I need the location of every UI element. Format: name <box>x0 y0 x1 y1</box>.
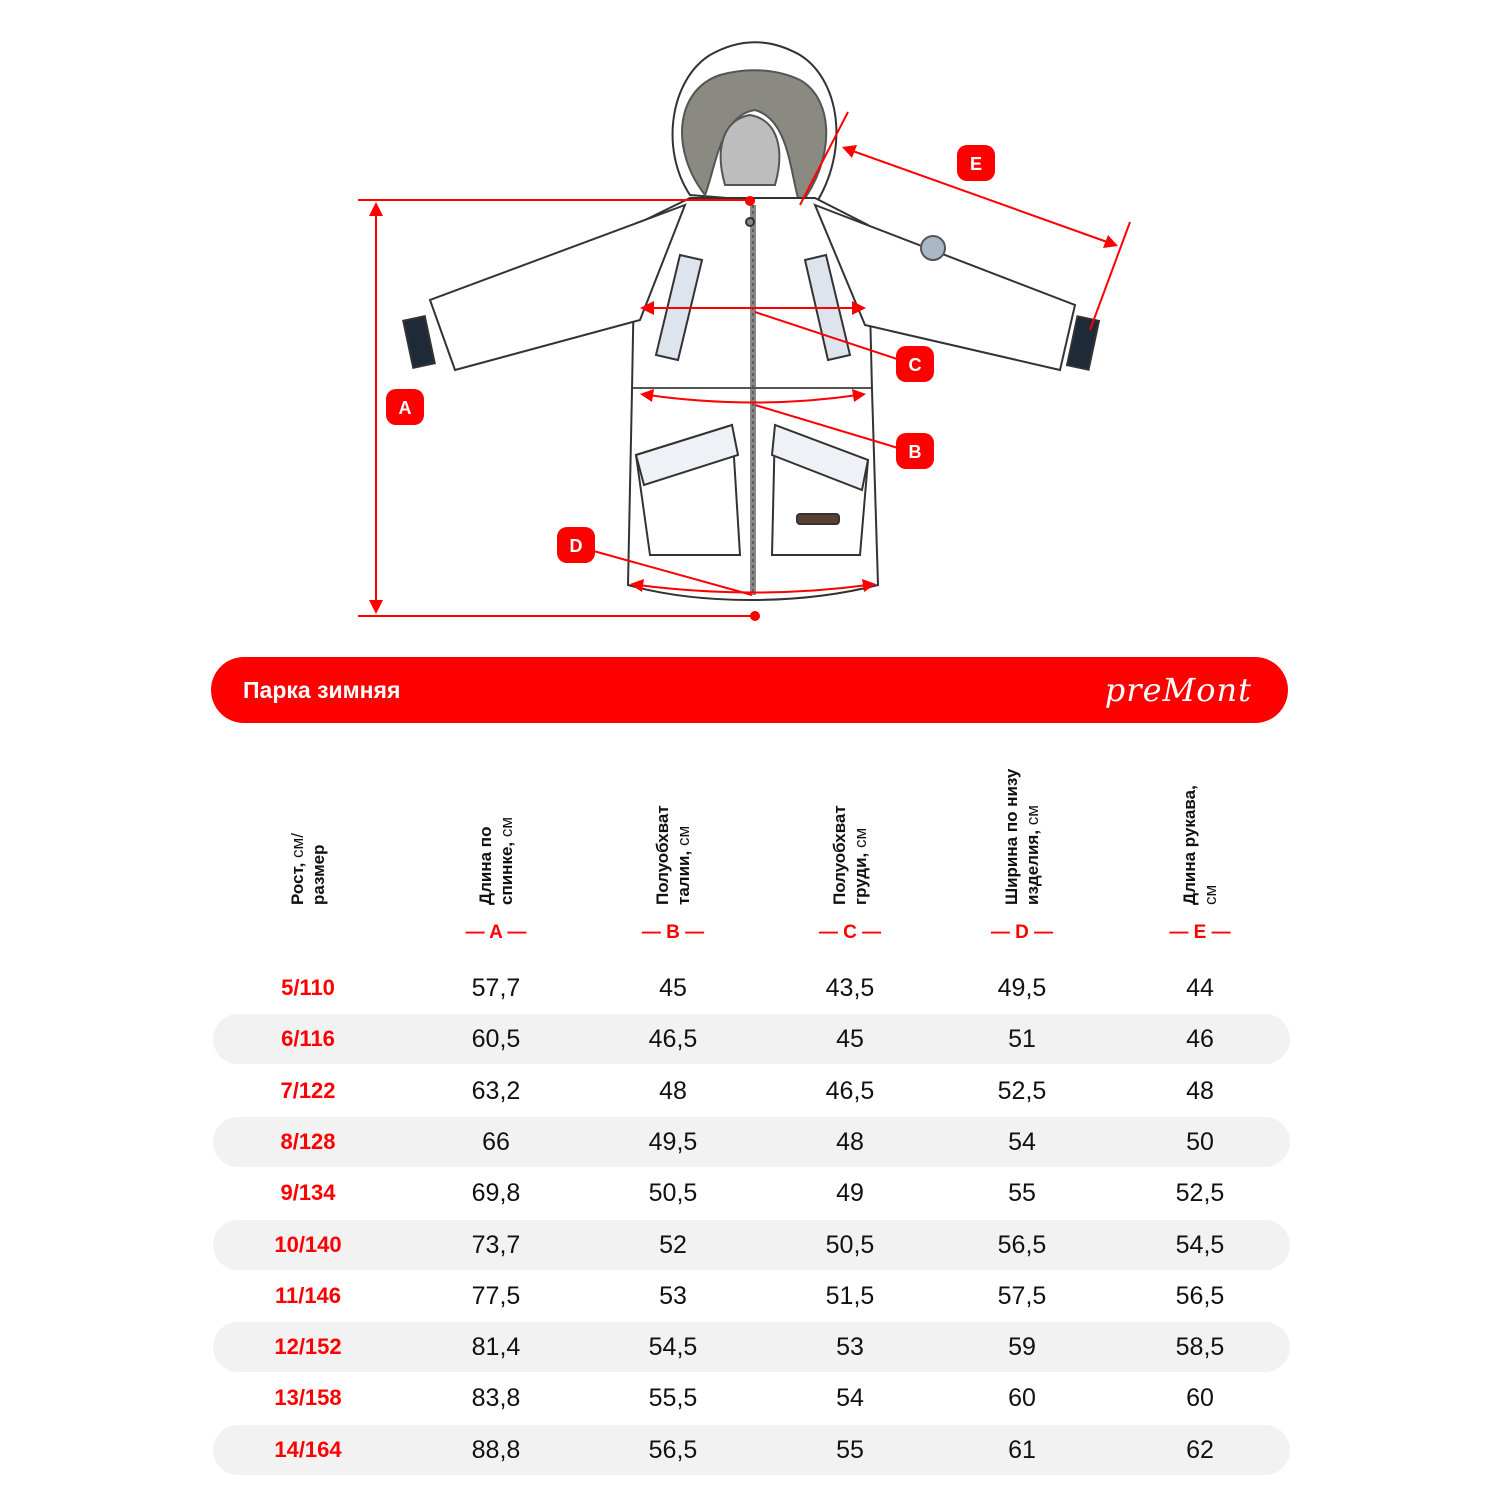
header-waist-letter: — B — <box>641 922 705 943</box>
face-opening <box>721 115 780 185</box>
value-cell: 49 <box>836 1179 864 1208</box>
title-banner <box>211 657 1288 723</box>
table-row <box>213 1373 1290 1423</box>
size-cell: 11/146 <box>274 1282 342 1308</box>
value-cell: 58,5 <box>1175 1333 1225 1362</box>
value-cell: 60 <box>1186 1384 1214 1413</box>
value-cell: 73,7 <box>471 1230 521 1259</box>
size-cell: 5/110 <box>281 975 335 1000</box>
value-cell: 81,4 <box>471 1333 521 1362</box>
badge-b-label: B <box>908 442 922 462</box>
header-waist <box>643 740 703 905</box>
brand-tag <box>797 514 839 524</box>
value-cell: 54 <box>1008 1127 1036 1156</box>
product-title: Парка зимняя <box>243 677 401 703</box>
value-cell: 83,8 <box>471 1384 521 1413</box>
value-cell: 57,7 <box>471 974 521 1002</box>
value-cell: 77,5 <box>471 1281 521 1310</box>
value-cell: 50,5 <box>648 1179 698 1208</box>
badge-d-label: D <box>569 536 583 556</box>
value-cell: 56,5 <box>997 1230 1047 1259</box>
brand-logo: preMont <box>1104 671 1252 709</box>
value-cell: 62 <box>1186 1435 1214 1464</box>
value-cell: 43,5 <box>825 974 875 1002</box>
badge-b <box>896 433 934 469</box>
header-chest-letter: — C — <box>818 922 882 943</box>
value-cell: 59 <box>1008 1333 1036 1362</box>
value-cell: 48 <box>1186 1076 1214 1105</box>
header-waist-line1: Полуобхват <box>653 805 672 905</box>
header-size <box>278 740 338 905</box>
value-cell: 60,5 <box>471 1025 521 1054</box>
badge-a <box>386 389 424 425</box>
value-cell: 55,5 <box>648 1384 698 1413</box>
value-cell: 66 <box>482 1127 510 1156</box>
value-cell: 54,5 <box>1175 1230 1225 1259</box>
header-chest-line2-unit: см <box>851 827 870 853</box>
value-cell: 52,5 <box>997 1076 1047 1105</box>
badge-d <box>557 527 595 563</box>
value-cell: 49,5 <box>648 1127 698 1156</box>
parka-measurement-diagram <box>0 0 1500 640</box>
value-cell: 52 <box>659 1230 687 1259</box>
header-sleeve-length-letter: — E — <box>1169 922 1231 943</box>
table-row <box>213 1066 1290 1116</box>
value-cell: 55 <box>1008 1179 1036 1208</box>
value-cell: 46,5 <box>648 1025 698 1054</box>
value-cell: 48 <box>836 1127 864 1156</box>
table-row <box>213 1117 1290 1167</box>
right-cuff <box>1067 316 1099 369</box>
value-cell: 63,2 <box>471 1076 521 1105</box>
header-size-line1: Рост, <box>288 862 307 905</box>
value-cell: 49,5 <box>997 974 1047 1002</box>
badge-c-label: C <box>908 355 922 375</box>
header-hem-width-line2: изделия, <box>1023 829 1042 905</box>
header-back-length-letter: — A — <box>465 922 527 943</box>
value-cell: 52,5 <box>1175 1179 1225 1208</box>
header-sleeve-length-line2-unit: см <box>1201 884 1220 905</box>
sleeve-badge-icon <box>921 236 945 260</box>
header-back-length-line2: спинке, <box>497 841 516 905</box>
value-cell: 51,5 <box>825 1281 875 1310</box>
value-cell: 50 <box>1186 1127 1214 1156</box>
header-size-unit: см/ <box>288 833 307 863</box>
size-cell: 9/134 <box>280 1180 336 1206</box>
value-cell: 54,5 <box>648 1333 698 1362</box>
value-cell: 46 <box>1186 1025 1214 1054</box>
value-cell: 55 <box>836 1435 864 1464</box>
table-row <box>213 1322 1290 1372</box>
header-chest-line1: Полуобхват <box>830 805 849 905</box>
header-back-length-line1: Длина по <box>476 826 495 905</box>
value-cell: 51 <box>1008 1025 1036 1054</box>
header-back-length <box>466 740 526 905</box>
size-cell: 10/140 <box>274 1231 342 1257</box>
header-sleeve-length <box>1170 740 1230 905</box>
table-row <box>213 1271 1290 1321</box>
value-cell: 60 <box>1008 1384 1036 1413</box>
table-row <box>213 1168 1290 1218</box>
header-chest-line2: груди, <box>851 852 870 905</box>
header-hem-width <box>992 740 1052 905</box>
table-row <box>213 1014 1290 1064</box>
header-hem-width-letter: — D — <box>990 922 1054 943</box>
header-back-length-line2-unit: см <box>497 816 516 842</box>
value-cell: 56,5 <box>648 1435 698 1464</box>
size-cell: 14/164 <box>274 1436 342 1462</box>
size-cell: 8/128 <box>280 1128 336 1154</box>
value-cell: 45 <box>836 1025 864 1054</box>
badge-a-label: A <box>398 398 412 418</box>
header-chest <box>820 740 880 905</box>
value-cell: 53 <box>836 1333 864 1362</box>
value-cell: 57,5 <box>997 1281 1047 1310</box>
header-hem-width-line2-unit: см <box>1023 805 1042 830</box>
header-sleeve-length-line1: Длина рукава, <box>1180 785 1199 905</box>
size-cell: 13/158 <box>274 1385 342 1411</box>
size-cell: 12/152 <box>274 1334 342 1360</box>
header-size-line2: размер <box>309 844 328 905</box>
value-cell: 88,8 <box>471 1435 521 1464</box>
value-cell: 45 <box>659 974 687 1002</box>
left-cuff <box>403 316 434 368</box>
value-cell: 50,5 <box>825 1230 875 1259</box>
value-cell: 48 <box>659 1076 687 1105</box>
value-cell: 56,5 <box>1175 1281 1225 1310</box>
value-cell: 44 <box>1186 974 1214 1002</box>
value-cell: 46,5 <box>825 1076 875 1105</box>
table-row <box>213 1425 1290 1475</box>
value-cell: 53 <box>659 1281 687 1310</box>
header-waist-line2-unit: см <box>674 825 693 851</box>
value-cell: 54 <box>836 1384 864 1413</box>
header-waist-line2: талии, <box>674 850 693 905</box>
size-cell: 7/122 <box>280 1077 336 1103</box>
badge-c <box>896 346 934 382</box>
table-row <box>213 1220 1290 1270</box>
header-hem-width-line1: Ширина по низу <box>1002 768 1021 905</box>
badge-e-label: E <box>969 154 983 174</box>
value-cell: 69,8 <box>471 1179 521 1208</box>
table-row <box>213 963 1290 1013</box>
size-cell: 6/116 <box>281 1026 335 1052</box>
value-cell: 61 <box>1008 1435 1036 1464</box>
badge-e <box>957 145 995 181</box>
